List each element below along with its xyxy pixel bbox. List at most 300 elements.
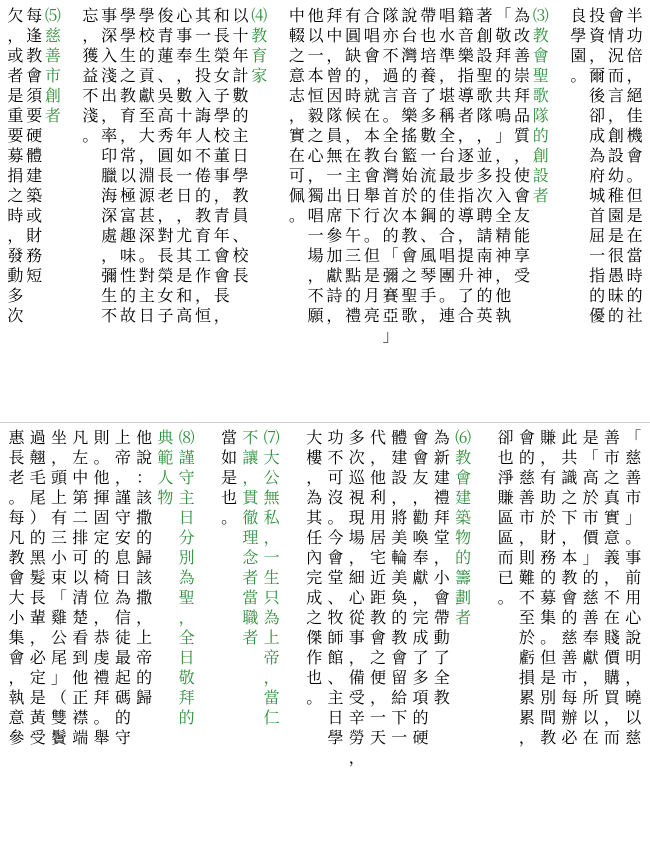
glyph: 籍 bbox=[457, 6, 474, 25]
glyph: 給 bbox=[391, 688, 408, 707]
glyph: 共 bbox=[495, 86, 512, 105]
glyph: 項 bbox=[412, 688, 429, 707]
glyph: 獲 bbox=[82, 46, 99, 65]
glyph: 」 bbox=[495, 126, 512, 145]
glyph: 鋼 bbox=[420, 206, 437, 225]
glyph: 捐 bbox=[7, 166, 24, 185]
glyph: 上 bbox=[51, 488, 68, 507]
glyph: 尾 bbox=[51, 648, 68, 667]
glyph: 對 bbox=[138, 266, 155, 285]
glyph: 揮 bbox=[93, 488, 110, 507]
glyph: ： bbox=[136, 468, 153, 487]
glyph: 會 bbox=[514, 186, 531, 205]
glyph: 。 bbox=[625, 528, 642, 547]
glyph: 者 bbox=[242, 628, 259, 647]
glyph: 合 bbox=[457, 306, 474, 325]
glyph: 生 bbox=[195, 46, 212, 65]
top-text-band bbox=[6, 6, 644, 416]
glyph: ， bbox=[138, 146, 155, 165]
glyph: 」 bbox=[51, 668, 68, 687]
glyph: 逢 bbox=[26, 26, 43, 45]
text-column bbox=[325, 6, 344, 326]
text-column bbox=[119, 6, 138, 326]
text-column bbox=[410, 428, 431, 748]
glyph: 大 bbox=[8, 588, 25, 607]
glyph: 的 bbox=[607, 306, 624, 325]
glyph: 樂 bbox=[457, 46, 474, 65]
glyph: 從 bbox=[348, 608, 365, 627]
glyph: 說 bbox=[136, 448, 153, 467]
glyph: 教 bbox=[370, 608, 387, 627]
glyph: 徹 bbox=[242, 508, 259, 527]
glyph: 用 bbox=[625, 588, 642, 607]
glyph: 的 bbox=[532, 126, 549, 145]
glyph: 建 bbox=[455, 488, 472, 507]
glyph: 共 bbox=[561, 448, 578, 467]
glyph: 唱 bbox=[438, 246, 455, 265]
glyph: 首 bbox=[589, 206, 606, 225]
glyph: 台 bbox=[401, 26, 418, 45]
glyph: 此 bbox=[561, 428, 578, 447]
glyph: 者 bbox=[242, 568, 259, 587]
glyph: 教 bbox=[532, 26, 549, 45]
glyph: 帝 bbox=[114, 448, 131, 467]
glyph: 也 bbox=[497, 448, 514, 467]
glyph: 教 bbox=[195, 206, 212, 225]
glyph: 慈 bbox=[582, 588, 599, 607]
glyph: 是 bbox=[7, 86, 24, 105]
glyph: 完 bbox=[412, 608, 429, 627]
glyph: 而 bbox=[607, 66, 624, 85]
glyph: 學 bbox=[570, 26, 587, 45]
glyph: 質 bbox=[514, 126, 531, 145]
glyph: 會 bbox=[561, 588, 578, 607]
glyph: 輩 bbox=[29, 608, 46, 627]
glyph: 卻 bbox=[589, 106, 606, 125]
glyph: 勸 bbox=[412, 508, 429, 527]
glyph: 午 bbox=[345, 226, 362, 245]
glyph: 。 bbox=[8, 488, 25, 507]
glyph: 。 bbox=[438, 286, 455, 305]
glyph: 幼 bbox=[607, 166, 624, 185]
glyph: 建 bbox=[391, 448, 408, 467]
glyph: ， bbox=[495, 146, 512, 165]
glyph: 細 bbox=[348, 568, 365, 587]
glyph: 數 bbox=[420, 126, 437, 145]
glyph: 志 bbox=[288, 86, 305, 105]
glyph: 獻 bbox=[326, 266, 343, 285]
glyph: 會 bbox=[213, 246, 230, 265]
glyph: 最 bbox=[114, 648, 131, 667]
glyph: 亮 bbox=[363, 306, 380, 325]
glyph: 束 bbox=[51, 568, 68, 587]
glyph: 日 bbox=[232, 146, 249, 165]
glyph: 居 bbox=[370, 528, 387, 547]
glyph: 流 bbox=[420, 166, 437, 185]
glyph: 養 bbox=[420, 66, 437, 85]
glyph: 不 bbox=[195, 146, 212, 165]
glyph: 實 bbox=[288, 126, 305, 145]
glyph: 者 bbox=[532, 186, 549, 205]
glyph: 育 bbox=[195, 226, 212, 245]
glyph: ， bbox=[348, 648, 365, 667]
glyph: 善 bbox=[561, 648, 578, 667]
glyph: 言 bbox=[607, 86, 624, 105]
text-column bbox=[538, 428, 559, 748]
glyph: 輟 bbox=[288, 26, 305, 45]
glyph: 品 bbox=[514, 106, 531, 125]
glyph: 禮 bbox=[345, 306, 362, 325]
glyph: 拜 bbox=[93, 688, 110, 707]
glyph: 教 bbox=[455, 448, 472, 467]
glyph: 的 bbox=[391, 608, 408, 627]
glyph: 必 bbox=[29, 648, 46, 667]
glyph: 一 bbox=[370, 708, 387, 727]
glyph: 鬢 bbox=[51, 728, 68, 747]
glyph: 榮 bbox=[213, 46, 230, 65]
glyph: 拜 bbox=[326, 6, 343, 25]
glyph: 過 bbox=[29, 428, 46, 447]
glyph: 獻 bbox=[412, 568, 429, 587]
glyph: 籌 bbox=[455, 568, 472, 587]
glyph: 全 bbox=[382, 126, 399, 145]
glyph: 動 bbox=[433, 628, 450, 647]
glyph: 可 bbox=[327, 468, 344, 487]
glyph: 府 bbox=[589, 166, 606, 185]
glyph: 受 bbox=[514, 266, 531, 285]
glyph: 歌 bbox=[401, 306, 418, 325]
text-column bbox=[304, 428, 325, 708]
glyph: 以 bbox=[625, 708, 642, 727]
glyph: 曉 bbox=[625, 688, 642, 707]
glyph: 十 bbox=[232, 26, 249, 45]
glyph: 為 bbox=[178, 568, 195, 587]
glyph: 者 bbox=[455, 608, 472, 627]
glyph: 到 bbox=[72, 648, 89, 667]
glyph: 忘 bbox=[82, 6, 99, 25]
glyph: 的 bbox=[626, 286, 643, 305]
glyph: 榮 bbox=[157, 266, 174, 285]
glyph: 改 bbox=[514, 26, 531, 45]
glyph: 多 bbox=[7, 286, 24, 305]
glyph: 每 bbox=[561, 688, 578, 707]
glyph: ， bbox=[476, 126, 493, 145]
glyph: 恒 bbox=[307, 86, 324, 105]
glyph: ， bbox=[370, 448, 387, 467]
glyph: 多 bbox=[476, 166, 493, 185]
glyph: 不 bbox=[382, 46, 399, 65]
glyph: 導 bbox=[457, 206, 474, 225]
glyph: 下 bbox=[391, 708, 408, 727]
glyph: 請 bbox=[476, 226, 493, 245]
glyph: （ bbox=[51, 688, 68, 707]
glyph: 當 bbox=[626, 246, 643, 265]
glyph: 源 bbox=[138, 186, 155, 205]
glyph: 灣 bbox=[382, 166, 399, 185]
glyph: 重 bbox=[7, 106, 24, 125]
glyph: ⑺ bbox=[263, 428, 280, 447]
glyph: 為 bbox=[114, 588, 131, 607]
glyph: 建 bbox=[433, 468, 450, 487]
glyph: 其 bbox=[195, 6, 212, 25]
glyph: 搖 bbox=[401, 126, 418, 145]
glyph: 間 bbox=[540, 708, 557, 727]
glyph: 價 bbox=[603, 648, 620, 667]
glyph: 不 bbox=[307, 286, 324, 305]
glyph: 時 bbox=[626, 266, 643, 285]
glyph: ， bbox=[457, 226, 474, 245]
glyph: 會 bbox=[455, 468, 472, 487]
glyph: 是 bbox=[176, 266, 193, 285]
glyph: 市 bbox=[561, 668, 578, 687]
glyph: 貫 bbox=[242, 488, 259, 507]
glyph: 雞 bbox=[51, 608, 68, 627]
glyph: 也 bbox=[221, 488, 238, 507]
glyph: 要 bbox=[7, 126, 24, 145]
text-column bbox=[381, 6, 400, 346]
glyph: 或 bbox=[26, 206, 43, 225]
glyph: 上 bbox=[263, 628, 280, 647]
glyph: 子 bbox=[157, 306, 174, 325]
text-column bbox=[287, 6, 306, 226]
glyph: ， bbox=[307, 166, 324, 185]
glyph: 。 bbox=[288, 206, 305, 225]
glyph: 堪 bbox=[438, 86, 455, 105]
glyph: 精 bbox=[495, 226, 512, 245]
glyph: 歌 bbox=[532, 86, 549, 105]
text-column bbox=[389, 428, 410, 748]
glyph: 神 bbox=[476, 266, 493, 285]
glyph: 之 bbox=[7, 186, 24, 205]
glyph: 教 bbox=[401, 226, 418, 245]
glyph: 大 bbox=[263, 448, 280, 467]
glyph: ， bbox=[625, 668, 642, 687]
glyph: 教 bbox=[561, 568, 578, 587]
glyph: 尤 bbox=[176, 226, 193, 245]
glyph: 主 bbox=[138, 286, 155, 305]
glyph: 一 bbox=[307, 46, 324, 65]
glyph: 歌 bbox=[476, 86, 493, 105]
glyph: 於 bbox=[518, 628, 535, 647]
glyph: 留 bbox=[391, 668, 408, 687]
glyph: 獻 bbox=[582, 648, 599, 667]
glyph: ， bbox=[29, 628, 46, 647]
glyph: 中 bbox=[326, 26, 343, 45]
glyph: 設 bbox=[391, 468, 408, 487]
glyph: 唱 bbox=[307, 206, 324, 225]
glyph: ， bbox=[8, 668, 25, 687]
text-column bbox=[363, 6, 382, 326]
glyph: 市 bbox=[603, 448, 620, 467]
glyph: 佳 bbox=[438, 186, 455, 205]
glyph: 的 bbox=[136, 528, 153, 547]
glyph: 謹 bbox=[114, 488, 131, 507]
glyph: 財 bbox=[26, 226, 43, 245]
text-column bbox=[25, 6, 44, 286]
glyph: 理 bbox=[242, 528, 259, 547]
glyph: 場 bbox=[307, 246, 324, 265]
glyph: 正 bbox=[72, 688, 89, 707]
glyph: 隊 bbox=[476, 106, 493, 125]
glyph: 只 bbox=[263, 588, 280, 607]
glyph: 鳴 bbox=[495, 106, 512, 125]
glyph: 席 bbox=[326, 206, 343, 225]
glyph: 風 bbox=[420, 246, 437, 265]
glyph: 會 bbox=[363, 166, 380, 185]
glyph: 拜 bbox=[178, 688, 195, 707]
glyph: 深 bbox=[101, 26, 118, 45]
glyph: ⑸ bbox=[44, 6, 61, 25]
glyph: 使 bbox=[514, 166, 531, 185]
text-column bbox=[81, 6, 100, 146]
glyph: ， bbox=[420, 306, 437, 325]
glyph: 人 bbox=[157, 468, 174, 487]
glyph: 「 bbox=[625, 428, 642, 447]
glyph: 音 bbox=[457, 26, 474, 45]
glyph: 長 bbox=[232, 266, 249, 285]
glyph: 會 bbox=[412, 428, 429, 447]
glyph: 校 bbox=[232, 246, 249, 265]
glyph: 難 bbox=[518, 568, 535, 587]
glyph: 入 bbox=[101, 46, 118, 65]
glyph: 美 bbox=[391, 528, 408, 547]
glyph: 而 bbox=[497, 548, 514, 567]
glyph: 至 bbox=[518, 608, 535, 627]
glyph: 善 bbox=[582, 608, 599, 627]
glyph: 視 bbox=[348, 488, 365, 507]
glyph: 定 bbox=[29, 668, 46, 687]
glyph: 用 bbox=[370, 508, 387, 527]
glyph: 他 bbox=[495, 286, 512, 305]
glyph: 合 bbox=[438, 226, 455, 245]
glyph: 別 bbox=[178, 548, 195, 567]
glyph: 味 bbox=[119, 246, 136, 265]
glyph: 其 bbox=[306, 508, 323, 527]
glyph: 慈 bbox=[518, 468, 535, 487]
glyph: 會 bbox=[532, 46, 549, 65]
glyph: 帶 bbox=[433, 608, 450, 627]
glyph: 了 bbox=[420, 86, 437, 105]
glyph: 之 bbox=[119, 66, 136, 85]
glyph: 是 bbox=[221, 468, 238, 487]
text-column bbox=[70, 428, 91, 748]
glyph: 每 bbox=[8, 508, 25, 527]
glyph: 台 bbox=[438, 146, 455, 165]
glyph: 彌 bbox=[101, 266, 118, 285]
glyph: ， bbox=[101, 106, 118, 125]
glyph: 慈 bbox=[44, 26, 61, 45]
glyph: 前 bbox=[625, 568, 642, 587]
glyph: 友 bbox=[514, 206, 531, 225]
glyph: 如 bbox=[221, 448, 238, 467]
text-column bbox=[6, 6, 25, 326]
glyph: 恭 bbox=[93, 628, 110, 647]
glyph: 明 bbox=[625, 648, 642, 667]
glyph: 他 bbox=[136, 428, 153, 447]
glyph: 守 bbox=[178, 468, 195, 487]
glyph: 圓 bbox=[345, 26, 362, 45]
glyph: ， bbox=[518, 528, 535, 547]
glyph: 短 bbox=[26, 266, 43, 285]
text-column bbox=[194, 6, 213, 326]
glyph: 。 bbox=[570, 66, 587, 85]
glyph: 全 bbox=[433, 668, 450, 687]
glyph: 須 bbox=[26, 86, 43, 105]
glyph: 毛 bbox=[29, 468, 46, 487]
glyph: ， bbox=[348, 548, 365, 567]
glyph: 絕 bbox=[626, 86, 643, 105]
glyph: 。 bbox=[221, 508, 238, 527]
section-heading-column bbox=[261, 428, 282, 728]
glyph: 定 bbox=[93, 528, 110, 547]
glyph: 實 bbox=[603, 508, 620, 527]
glyph: 也 bbox=[420, 26, 437, 45]
text-column bbox=[134, 428, 155, 708]
glyph: ， bbox=[326, 46, 343, 65]
glyph: 灣 bbox=[401, 46, 418, 65]
text-column bbox=[91, 428, 112, 748]
glyph: 體 bbox=[391, 428, 408, 447]
glyph: 撒 bbox=[136, 508, 153, 527]
glyph: 教 bbox=[26, 46, 43, 65]
glyph: 二 bbox=[72, 508, 89, 527]
glyph: 子 bbox=[213, 86, 230, 105]
glyph: 募 bbox=[7, 146, 24, 165]
glyph: ， bbox=[363, 66, 380, 85]
glyph: 學 bbox=[327, 728, 344, 747]
glyph: 大 bbox=[306, 428, 323, 447]
glyph: 行 bbox=[363, 206, 380, 225]
glyph: 深 bbox=[138, 226, 155, 245]
text-column bbox=[137, 6, 156, 326]
text-column bbox=[588, 6, 607, 326]
glyph: 範 bbox=[157, 448, 174, 467]
glyph: 完 bbox=[306, 568, 323, 587]
glyph: 合 bbox=[363, 6, 380, 25]
glyph: 舉 bbox=[363, 186, 380, 205]
glyph: 聖 bbox=[532, 66, 549, 85]
glyph: ， bbox=[495, 266, 512, 285]
glyph: 日 bbox=[178, 508, 195, 527]
glyph: ， bbox=[119, 126, 136, 145]
glyph: 以 bbox=[119, 166, 136, 185]
glyph: 的 bbox=[518, 448, 535, 467]
glyph: 聖 bbox=[476, 66, 493, 85]
text-column bbox=[368, 428, 389, 748]
glyph: 務 bbox=[26, 246, 43, 265]
glyph: 年 bbox=[213, 226, 230, 245]
glyph: 曾 bbox=[326, 66, 343, 85]
glyph: 敬 bbox=[495, 26, 512, 45]
glyph: 之 bbox=[288, 46, 305, 65]
glyph: 禮 bbox=[93, 668, 110, 687]
glyph: 學 bbox=[119, 6, 136, 25]
glyph: 該 bbox=[136, 568, 153, 587]
glyph: 隊 bbox=[326, 106, 343, 125]
glyph: 在 bbox=[626, 226, 643, 245]
glyph: 以 bbox=[582, 708, 599, 727]
section-heading-column bbox=[155, 428, 176, 508]
glyph: 辦 bbox=[561, 708, 578, 727]
glyph: 淺 bbox=[101, 66, 118, 85]
glyph: ， bbox=[412, 588, 429, 607]
glyph: 人 bbox=[195, 126, 212, 145]
glyph: ， bbox=[213, 306, 230, 325]
glyph: 而 bbox=[603, 728, 620, 747]
glyph: 了 bbox=[412, 648, 429, 667]
glyph: ， bbox=[561, 528, 578, 547]
glyph: 淨 bbox=[497, 468, 514, 487]
